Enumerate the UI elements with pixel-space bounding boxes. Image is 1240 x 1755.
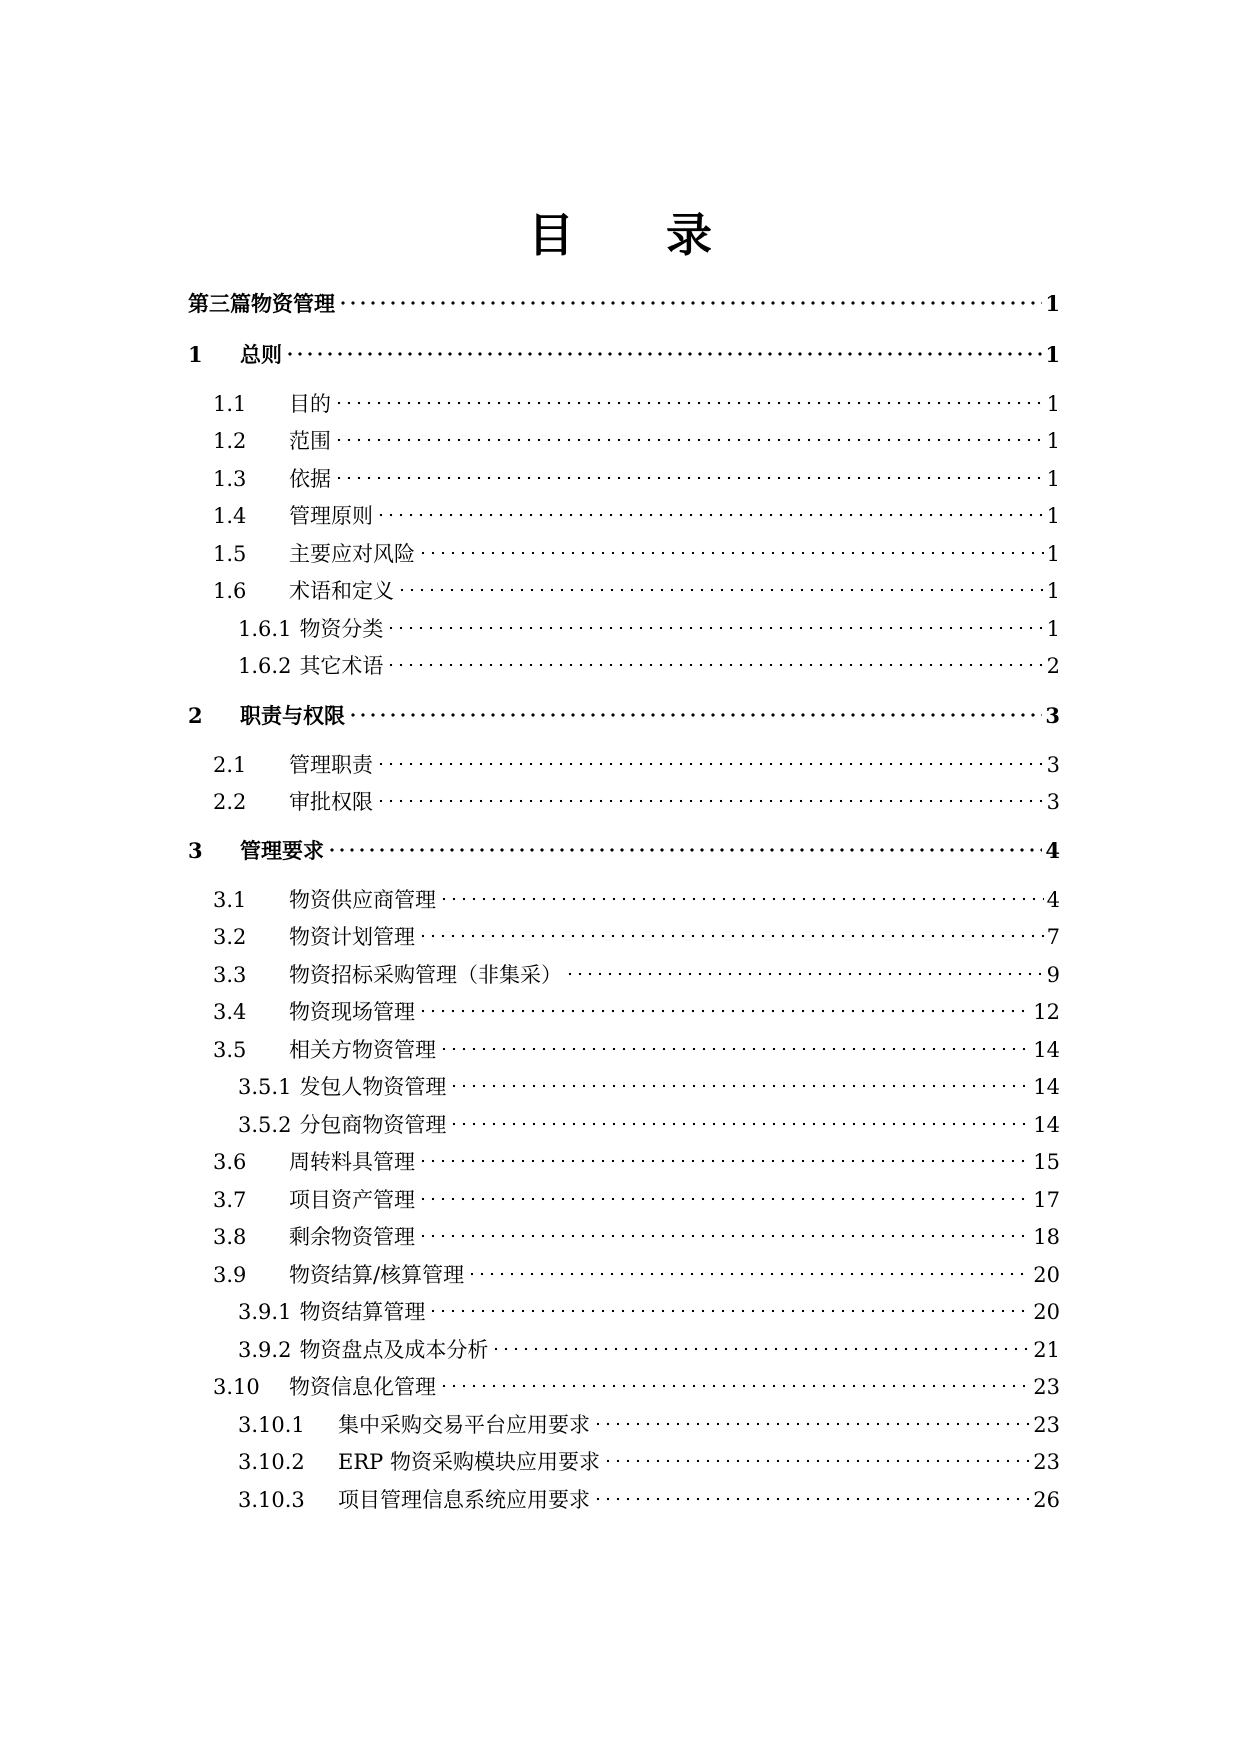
- toc-entry-number: 1.6.1: [238, 617, 292, 641]
- dot-leader: [467, 1272, 1030, 1276]
- toc-entry-page: 4: [1046, 888, 1060, 912]
- toc-entry-page: 18: [1033, 1225, 1060, 1249]
- toc-entry-page: 1: [1046, 542, 1060, 566]
- toc-entry-number: 1.6.2: [238, 654, 292, 678]
- toc-entry-label: 物资现场管理: [289, 1000, 415, 1024]
- toc-entry-page: 1: [1046, 504, 1060, 528]
- toc-entry-number: 3.2: [213, 925, 247, 949]
- toc-entry[interactable]: [213, 885, 1060, 915]
- toc-entry-number: 1.3: [213, 467, 247, 491]
- dot-leader: [376, 513, 1044, 517]
- toc-entry-page: 1: [1046, 467, 1060, 491]
- toc-entry[interactable]: [213, 539, 1060, 569]
- toc-entry[interactable]: [238, 1410, 1060, 1440]
- toc-entry-number: 3.10.2: [238, 1450, 305, 1474]
- toc-entry[interactable]: [213, 1372, 1060, 1402]
- toc-entry[interactable]: [213, 1147, 1060, 1177]
- dot-leader: [418, 934, 1044, 938]
- toc-entry-label: 职责与权限: [240, 703, 345, 728]
- toc-entry-label: 物资结算管理: [299, 1300, 426, 1324]
- toc-entry-page: 14: [1033, 1038, 1060, 1062]
- toc-entry[interactable]: [213, 389, 1060, 419]
- dot-leader: [334, 438, 1044, 442]
- toc-entry-page: 23: [1033, 1450, 1060, 1474]
- toc-entry-number: 1.6: [213, 579, 247, 603]
- dot-leader: [418, 1234, 1030, 1238]
- dot-leader: [418, 1159, 1030, 1163]
- toc-entry-label: 管理原则: [289, 504, 373, 528]
- toc-entry-page: 2: [1046, 654, 1060, 678]
- toc-entry[interactable]: [238, 1072, 1060, 1102]
- toc-entry-number: 3.9.2: [238, 1338, 292, 1362]
- toc-entry-number: 3.1: [213, 888, 247, 912]
- toc-entry-number: 2.1: [213, 753, 247, 777]
- toc-entry[interactable]: [188, 340, 1060, 370]
- toc-entry-page: 9: [1046, 963, 1060, 987]
- toc-entry[interactable]: [188, 836, 1060, 866]
- toc-entry-number: 1: [188, 342, 203, 367]
- toc-entry-label: 物资结算/核算管理: [289, 1263, 465, 1287]
- toc-entry-page: 1: [1045, 291, 1060, 316]
- toc-entry-page: 14: [1033, 1113, 1060, 1137]
- toc-entry[interactable]: [238, 1297, 1060, 1327]
- toc-entry-label: 物资信息化管理: [289, 1375, 436, 1399]
- dot-leader: [603, 1459, 1030, 1463]
- toc-entry-page: 1: [1046, 579, 1060, 603]
- toc-entry-label: 管理要求: [240, 838, 324, 863]
- toc-entry-number: 3.5.2: [238, 1113, 292, 1137]
- toc-entry-page: 3: [1046, 753, 1060, 777]
- dot-leader: [593, 1497, 1030, 1501]
- toc-entry-page: 1: [1046, 392, 1060, 416]
- dot-leader: [418, 1009, 1030, 1013]
- dot-leader: [449, 1084, 1030, 1088]
- toc-entry-label: 物资分类: [299, 617, 384, 641]
- toc-entry[interactable]: [213, 1222, 1060, 1252]
- toc-entry[interactable]: [188, 289, 1060, 319]
- dot-leader: [386, 626, 1043, 630]
- dot-leader: [439, 1384, 1030, 1388]
- toc-entry[interactable]: [213, 1260, 1060, 1290]
- dot-leader: [334, 401, 1044, 405]
- dot-leader: [428, 1309, 1030, 1313]
- toc-entry-number: 3.5.1: [238, 1075, 292, 1099]
- toc-entry-number: 3.10.1: [238, 1413, 305, 1437]
- toc-entry-number: 1.1: [213, 392, 247, 416]
- toc-entry-page: 23: [1033, 1375, 1060, 1399]
- toc-entry-label: 物资招标采购管理（非集采）: [289, 963, 562, 987]
- toc-entry-number: 3.4: [213, 1000, 247, 1024]
- toc-entry-page: 26: [1033, 1488, 1060, 1512]
- toc-entry-label: 目的: [289, 392, 331, 416]
- toc-entry[interactable]: [213, 1035, 1060, 1065]
- toc-entry-number: 3.7: [213, 1188, 247, 1212]
- toc-entry-label: 物资供应商管理: [289, 888, 436, 912]
- toc-entry-page: 17: [1033, 1188, 1060, 1212]
- toc-entry-label: 审批权限: [289, 790, 373, 814]
- toc-entry-number: 3.8: [213, 1225, 247, 1249]
- dot-leader: [593, 1422, 1030, 1426]
- toc-entry[interactable]: [213, 576, 1060, 606]
- toc-entry-number: 3.9.1: [238, 1300, 292, 1324]
- dot-leader: [397, 588, 1044, 592]
- toc-entry-number: 3.6: [213, 1150, 247, 1174]
- toc-entry-page: 1: [1045, 342, 1060, 367]
- toc-entry-label: 主要应对风险: [289, 542, 415, 566]
- toc-entry-label: 术语和定义: [289, 579, 394, 603]
- dot-leader: [285, 352, 1042, 356]
- toc-entry-number: 3.10: [213, 1375, 260, 1399]
- toc-entry-page: 23: [1033, 1413, 1060, 1437]
- dot-leader: [327, 848, 1042, 852]
- dot-leader: [449, 1122, 1030, 1126]
- toc-entry[interactable]: [213, 922, 1060, 952]
- toc-entry-number: 3.3: [213, 963, 247, 987]
- toc-entry[interactable]: [238, 1447, 1060, 1477]
- toc-entry-label: 第三篇物资管理: [188, 291, 335, 316]
- dot-leader: [565, 972, 1044, 976]
- toc-entry[interactable]: [213, 997, 1060, 1027]
- toc-entry[interactable]: [238, 1110, 1060, 1140]
- toc-entry-label: 集中采购交易平台应用要求: [338, 1413, 590, 1437]
- toc-entry-page: 1: [1046, 429, 1060, 453]
- toc-entry-label: 范围: [289, 429, 331, 453]
- toc-entry-number: 1.4: [213, 504, 247, 528]
- toc-entry-page: 3: [1046, 790, 1060, 814]
- toc-entry-page: 20: [1033, 1263, 1060, 1287]
- toc-entry-page: 3: [1045, 703, 1060, 728]
- toc-entry-page: 1: [1046, 617, 1060, 641]
- toc-entry-label: 依据: [289, 467, 331, 491]
- toc-entry-label: 管理职责: [289, 753, 373, 777]
- dot-leader: [418, 551, 1044, 555]
- toc-entry-number: 1.5: [213, 542, 247, 566]
- toc-entry-page: 21: [1033, 1338, 1060, 1362]
- toc-entry-number: 3.9: [213, 1263, 247, 1287]
- toc-entry-page: 14: [1033, 1075, 1060, 1099]
- toc-entry-label: 物资计划管理: [289, 925, 415, 949]
- toc-entry-page: 4: [1045, 838, 1060, 863]
- toc-entry[interactable]: [213, 750, 1060, 780]
- toc-entry-label: 剩余物资管理: [289, 1225, 415, 1249]
- toc-entry[interactable]: [213, 1185, 1060, 1215]
- toc-entry-number: 3.5: [213, 1038, 247, 1062]
- toc-entry-number: 3.10.3: [238, 1488, 305, 1512]
- toc-entry[interactable]: [188, 701, 1060, 731]
- toc-title: 目 录: [527, 208, 750, 262]
- toc-entry-number: 2.2: [213, 790, 247, 814]
- toc-entry-page: 7: [1046, 925, 1060, 949]
- toc-entry[interactable]: [238, 651, 1060, 681]
- toc-entry-label: 总则: [240, 342, 282, 367]
- toc-entry-label: 发包人物资管理: [299, 1075, 447, 1099]
- toc-entry-number: 1.2: [213, 429, 247, 453]
- toc-entry[interactable]: [238, 1485, 1060, 1515]
- dot-leader: [439, 1047, 1030, 1051]
- toc-entry-label: 周转料具管理: [289, 1150, 415, 1174]
- toc-entry-page: 15: [1033, 1150, 1060, 1174]
- dot-leader: [338, 301, 1042, 305]
- dot-leader: [439, 897, 1044, 901]
- toc-entry-label: ERP 物资采购模块应用要求: [338, 1450, 600, 1474]
- dot-leader: [334, 476, 1044, 480]
- toc-entry-label: 其它术语: [299, 654, 384, 678]
- dot-leader: [376, 799, 1044, 803]
- toc-entry-page: 12: [1033, 1000, 1060, 1024]
- toc-entry[interactable]: [238, 1335, 1060, 1365]
- toc-entry-label: 相关方物资管理: [289, 1038, 436, 1062]
- toc-entry-label: 项目管理信息系统应用要求: [338, 1488, 590, 1512]
- toc-entry[interactable]: [213, 426, 1060, 456]
- dot-leader: [418, 1197, 1030, 1201]
- toc-entry-label: 分包商物资管理: [299, 1113, 447, 1137]
- toc-entry-number: 2: [188, 703, 203, 728]
- dot-leader: [348, 713, 1042, 717]
- toc-entry[interactable]: [213, 464, 1060, 494]
- dot-leader: [386, 663, 1043, 667]
- toc-entry-number: 3: [188, 838, 203, 863]
- toc-entry-label: 项目资产管理: [289, 1188, 415, 1212]
- dot-leader: [376, 762, 1044, 766]
- toc-entry-page: 20: [1033, 1300, 1060, 1324]
- toc-entry[interactable]: [238, 614, 1060, 644]
- toc-entry[interactable]: [213, 787, 1060, 817]
- dot-leader: [491, 1347, 1030, 1351]
- toc-entry-label: 物资盘点及成本分析: [299, 1338, 489, 1362]
- toc-entry[interactable]: [213, 960, 1060, 990]
- toc-entry[interactable]: [213, 501, 1060, 531]
